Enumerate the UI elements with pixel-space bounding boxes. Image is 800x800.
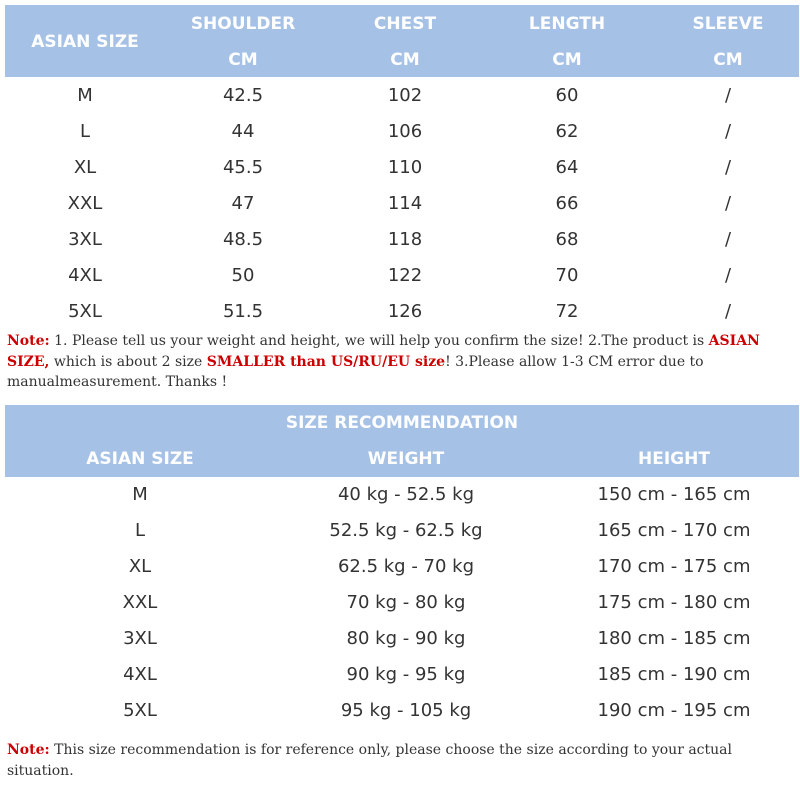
chest-cell: 118 — [387, 229, 423, 250]
length-cell: 64 — [555, 157, 579, 178]
smaller-highlight: SMALLER than US/RU/EU size — [206, 353, 446, 370]
table-row — [0, 513, 800, 549]
size-cell: 3XL — [68, 229, 102, 250]
chest-cell: 114 — [387, 193, 423, 214]
note-text-c: ! 3.Please allow 1-3 CM error due to manualmeasurement. Thanks ! — [7, 353, 704, 390]
header-asian-size: ASIAN SIZE — [86, 449, 194, 469]
shoulder-cell: 45.5 — [222, 157, 264, 178]
size-note — [7, 331, 797, 393]
length-cell: 72 — [555, 301, 579, 322]
note-text-b: which is about 2 size — [49, 353, 207, 370]
size-cell: XL — [73, 157, 97, 178]
asian-size-highlight: ASIAN SIZE, — [7, 333, 760, 370]
size-cell: XL — [128, 556, 152, 577]
size-cell: XXL — [67, 193, 103, 214]
shoulder-cell: 51.5 — [222, 301, 264, 322]
table-row — [0, 477, 800, 513]
weight-cell: 62.5 kg - 70 kg — [337, 556, 475, 577]
shoulder-cell: 48.5 — [222, 229, 264, 250]
size-cell: 3XL — [123, 628, 157, 649]
table-row — [0, 78, 800, 114]
table-row — [0, 693, 800, 729]
size-table-header — [5, 5, 799, 77]
chest-cell: 122 — [387, 265, 423, 286]
length-cell: 70 — [555, 265, 579, 286]
table-row — [0, 150, 800, 186]
weight-cell: 52.5 kg - 62.5 kg — [329, 520, 483, 541]
size-cell: 5XL — [68, 301, 102, 322]
size-cell: M — [132, 484, 148, 505]
size-cell: 5XL — [123, 700, 157, 721]
header-asian-size: ASIAN SIZE — [31, 32, 139, 52]
size-cell: 4XL — [68, 265, 102, 286]
length-cell: 66 — [555, 193, 579, 214]
length-cell: 62 — [555, 121, 579, 142]
chest-cell: 126 — [387, 301, 423, 322]
chest-cell: 106 — [387, 121, 423, 142]
header-length-unit: CM — [552, 50, 582, 70]
table-row — [0, 585, 800, 621]
table-row — [0, 657, 800, 693]
header-shoulder-unit: CM — [228, 50, 258, 70]
weight-cell: 70 kg - 80 kg — [346, 592, 466, 613]
header-sleeve: SLEEVE — [692, 14, 764, 34]
height-cell: 170 cm - 175 cm — [597, 556, 751, 577]
table-row — [0, 222, 800, 258]
height-cell: 180 cm - 185 cm — [597, 628, 751, 649]
note-text: This size recommendation is for reference only, please choose the size according to your actual situation. — [7, 742, 732, 779]
recommendation-title: SIZE RECOMMENDATION — [285, 413, 519, 433]
height-cell: 190 cm - 195 cm — [597, 700, 751, 721]
sleeve-cell: / — [724, 157, 732, 178]
sleeve-cell: / — [724, 229, 732, 250]
header-shoulder: SHOULDER — [190, 14, 296, 34]
size-cell: M — [77, 85, 93, 106]
shoulder-cell: 42.5 — [222, 85, 264, 106]
chest-cell: 110 — [387, 157, 423, 178]
length-cell: 68 — [555, 229, 579, 250]
shoulder-cell: 44 — [231, 121, 255, 142]
header-length: LENGTH — [528, 14, 606, 34]
height-cell: 175 cm - 180 cm — [597, 592, 751, 613]
table-row — [0, 258, 800, 294]
size-cell: L — [134, 520, 146, 541]
header-sleeve-unit: CM — [713, 50, 743, 70]
table-row — [0, 549, 800, 585]
table-row — [0, 114, 800, 150]
header-chest: CHEST — [373, 14, 437, 34]
header-height: HEIGHT — [638, 449, 710, 469]
chest-cell: 102 — [387, 85, 423, 106]
note-label: Note: — [7, 333, 50, 349]
table-row — [0, 294, 800, 330]
sleeve-cell: / — [724, 265, 732, 286]
height-cell: 150 cm - 165 cm — [597, 484, 751, 505]
height-cell: 185 cm - 190 cm — [597, 664, 751, 685]
table-row — [0, 621, 800, 657]
height-cell: 165 cm - 170 cm — [597, 520, 751, 541]
size-cell: XXL — [122, 592, 158, 613]
sleeve-cell: / — [724, 301, 732, 322]
weight-cell: 40 kg - 52.5 kg — [337, 484, 475, 505]
shoulder-cell: 50 — [231, 265, 255, 286]
sleeve-cell: / — [724, 85, 732, 106]
size-cell: L — [79, 121, 91, 142]
weight-cell: 80 kg - 90 kg — [346, 628, 466, 649]
table-row — [0, 186, 800, 222]
note-label: Note: — [7, 742, 50, 758]
sleeve-cell: / — [724, 121, 732, 142]
size-cell: 4XL — [123, 664, 157, 685]
header-chest-unit: CM — [390, 50, 420, 70]
weight-cell: 95 kg - 105 kg — [340, 700, 472, 721]
recommendation-note — [7, 740, 797, 781]
weight-cell: 90 kg - 95 kg — [346, 664, 466, 685]
shoulder-cell: 47 — [231, 193, 255, 214]
sleeve-cell: / — [724, 193, 732, 214]
header-weight: WEIGHT — [367, 449, 445, 469]
note-text-a: 1. Please tell us your weight and height, we will help you confirm the size! 2.The product is — [49, 333, 709, 349]
recommendation-header — [5, 405, 799, 477]
length-cell: 60 — [555, 85, 579, 106]
